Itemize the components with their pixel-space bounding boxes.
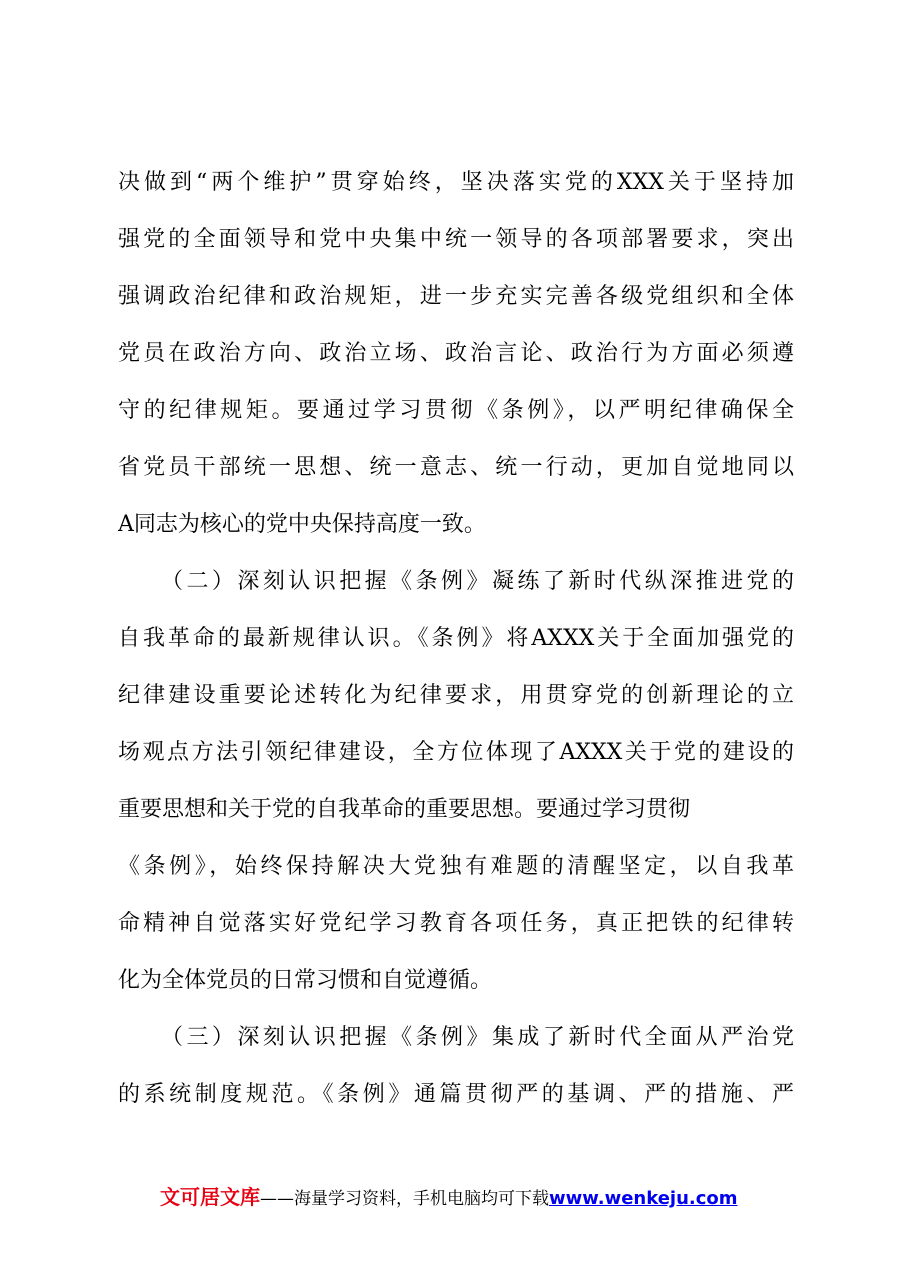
text-line: 化为全体党员的日常习惯和自觉遵循。 bbox=[118, 968, 493, 993]
text-line: 自我革命的最新规律认识。《条例》将AXXX关于全面加强党的 bbox=[118, 626, 794, 651]
footer-brand: 文可居文库 bbox=[160, 1185, 260, 1209]
text-line: 命精神自觉落实好党纪学习教育各项任务，真正把铁的纪律转 bbox=[118, 911, 794, 936]
text-line: 的系统制度规范。《条例》通篇贯彻严的基调、严的措施、严 bbox=[118, 1082, 794, 1107]
text-line: 《条例》，始终保持解决大党独有难题的清醒坚定，以自我革 bbox=[118, 854, 794, 879]
text-line: 省党员干部统一思想、统一意志、统一行动，更加自觉地同以 bbox=[118, 455, 794, 480]
footer-slogan: ——海量学习资料，手机电脑均可下载 bbox=[260, 1189, 549, 1209]
text-line: A同志为核心的党中央保持高度一致。 bbox=[118, 512, 486, 537]
section-heading-line: （三）深刻认识把握《条例》集成了新时代全面从严治党 bbox=[161, 1025, 794, 1050]
text-line: 党员在政治方向、政治立场、政治言论、政治行为方面必须遵 bbox=[118, 341, 794, 366]
text-line: 场观点方法引领纪律建设，全方位体现了AXXX关于党的建设的 bbox=[118, 740, 794, 765]
footer-banner bbox=[160, 1183, 738, 1211]
section-heading-line: （二）深刻认识把握《条例》凝练了新时代纵深推进党的 bbox=[161, 569, 794, 594]
text-line: 重要思想和关于党的自我革命的重要思想。要通过学习贯彻 bbox=[118, 797, 691, 822]
footer-site-link[interactable]: www.wenkeju.com bbox=[549, 1188, 738, 1209]
text-line: 守的纪律规矩。要通过学习贯彻《条例》，以严明纪律确保全 bbox=[118, 398, 794, 423]
text-line: 强党的全面领导和党中央集中统一领导的各项部署要求，突出 bbox=[118, 227, 794, 252]
text-line: 强调政治纪律和政治规矩，进一步充实完善各级党组织和全体 bbox=[118, 284, 794, 309]
text-line: 纪律建设重要论述转化为纪律要求，用贯穿党的创新理论的立 bbox=[118, 683, 794, 708]
text-line: 决做到“两个维护”贯穿始终，坚决落实党的XXX关于坚持加 bbox=[118, 170, 794, 195]
